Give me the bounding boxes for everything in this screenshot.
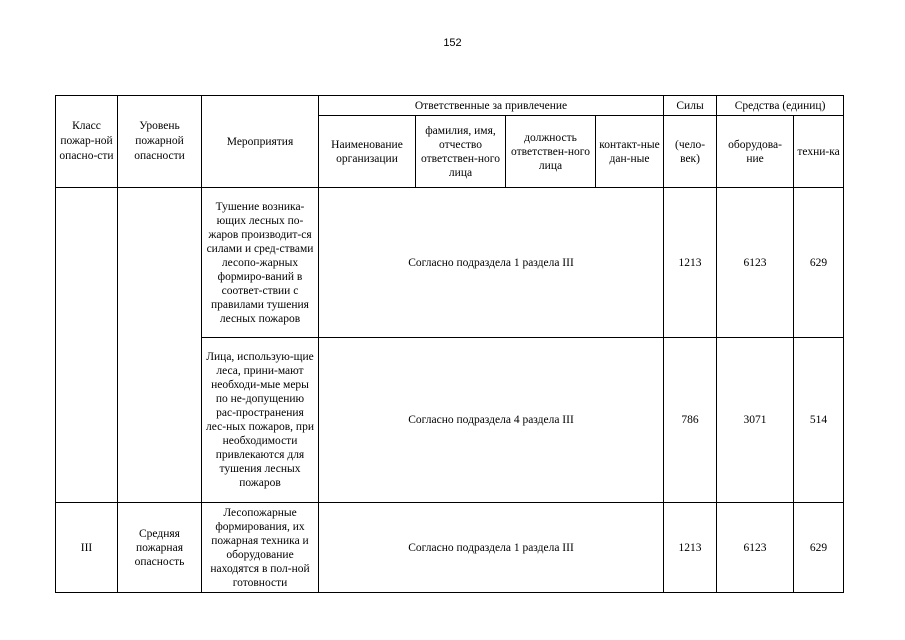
- cell-machinery: 629: [794, 503, 844, 593]
- cell-responsible: Согласно подраздела 4 раздела III: [319, 338, 664, 503]
- fire-measures-table: [55, 95, 844, 593]
- header-machinery: техни-ка: [794, 116, 844, 188]
- cell-equipment: 3071: [717, 338, 794, 503]
- header-class: Класс пожар-ной опасно-сти: [56, 96, 118, 188]
- header-forces: Силы: [664, 96, 717, 116]
- cell-machinery: 514: [794, 338, 844, 503]
- header-equipment: оборудова-ние: [717, 116, 794, 188]
- header-level: Уровень пожарной опасности: [118, 96, 202, 188]
- cell-responsible: Согласно подраздела 1 раздела III: [319, 503, 664, 593]
- header-contacts: контакт-ные дан-ные: [596, 116, 664, 188]
- page-number: 152: [443, 37, 462, 49]
- header-fio: фамилия, имя, отчество ответствен-ного лица: [416, 116, 506, 188]
- cell-measure: Лесопожарные формирования, их пожарная техника и оборудование находятся в пол-ной готовности: [202, 503, 319, 593]
- header-measures: Мероприятия: [202, 96, 319, 188]
- cell-machinery: 629: [794, 188, 844, 338]
- header-means: Средства (единиц): [717, 96, 844, 116]
- cell-responsible: Согласно подраздела 1 раздела III: [319, 188, 664, 338]
- cell-class: [56, 188, 118, 503]
- table-row: [56, 503, 844, 593]
- header-responsible: Ответственные за привлечение: [319, 96, 664, 116]
- cell-measure: Тушение возника-ющих лесных по-жаров производит-ся силами и сред-ствами лесопо-жарных формиро-ваний в соответ-ствии с правилами тушения лесных пожаров: [202, 188, 319, 338]
- cell-people: 1213: [664, 188, 717, 338]
- cell-level: [118, 188, 202, 503]
- cell-equipment: 6123: [717, 188, 794, 338]
- cell-equipment: 6123: [717, 503, 794, 593]
- cell-people: 1213: [664, 503, 717, 593]
- cell-people: 786: [664, 338, 717, 503]
- header-people: (чело-век): [664, 116, 717, 188]
- cell-level: Средняя пожарная опасность: [118, 503, 202, 593]
- cell-measure: Лица, использую-щие леса, прини-мают необходи-мые меры по не-допущению рас-пространения лес-ных пожаров, при необходимости привлекаются для тушения лесных пожаров: [202, 338, 319, 503]
- cell-class: III: [56, 503, 118, 593]
- header-org-name: Наименование организации: [319, 116, 416, 188]
- header-position: должность ответствен-ного лица: [506, 116, 596, 188]
- table-row: [56, 188, 844, 338]
